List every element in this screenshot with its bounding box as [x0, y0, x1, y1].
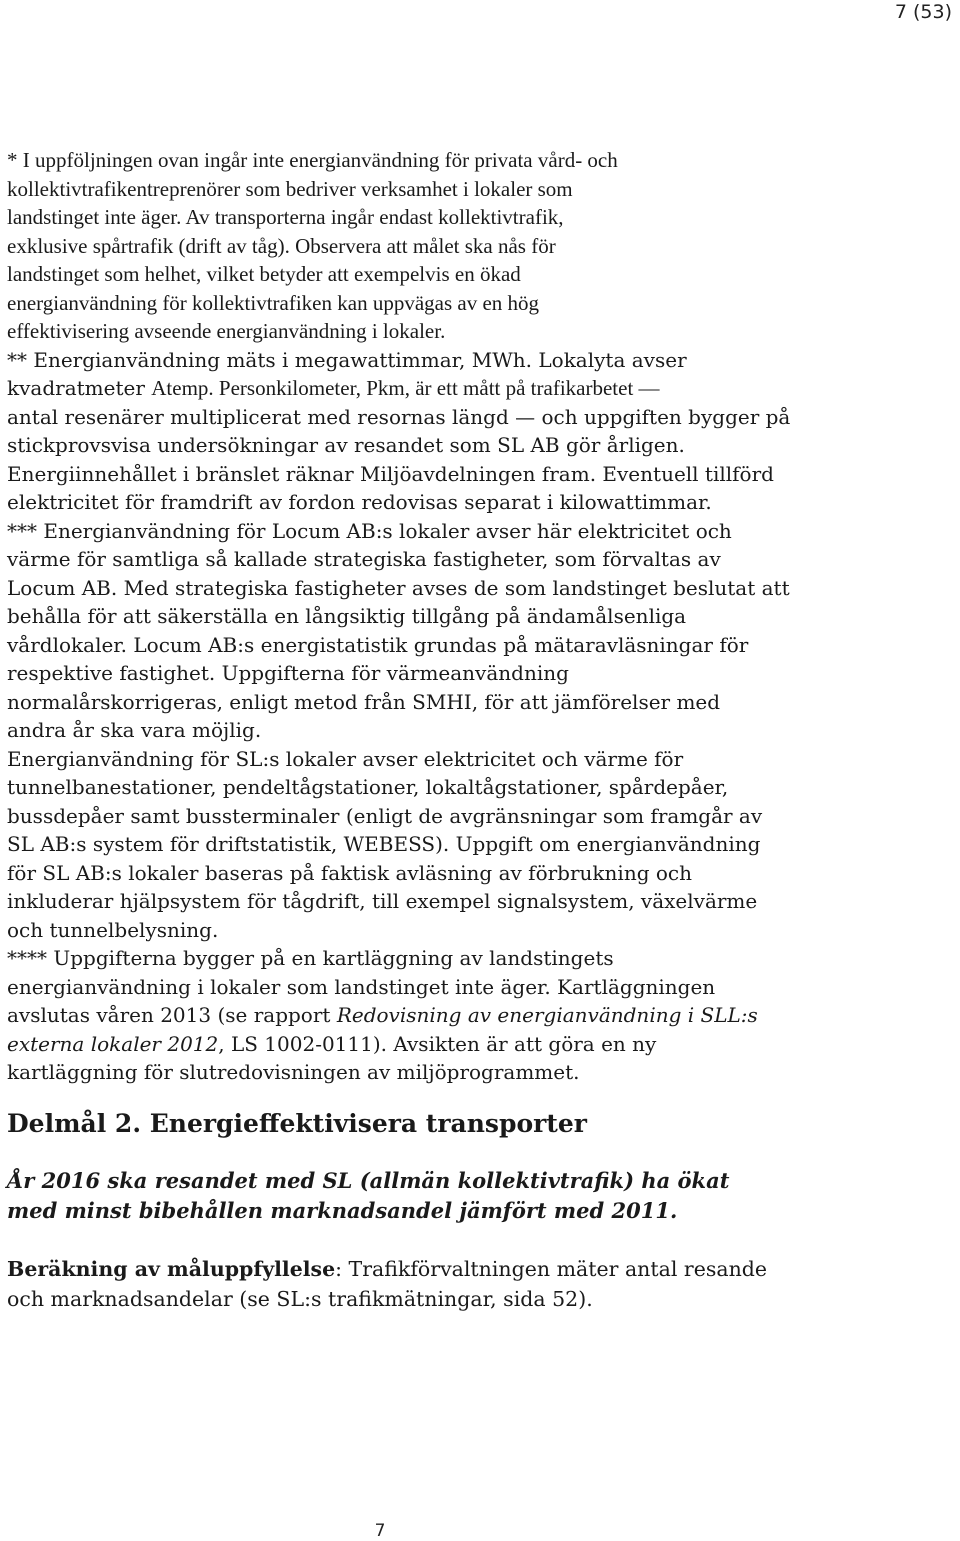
text-line: landstinget som helhet, vilket betyder att exempelvis en ökad	[7, 262, 521, 286]
text-fragment: , LS 1002-0111). Avsikten är att göra en ny	[218, 1031, 657, 1056]
page-indicator: 7 (53)	[894, 1, 952, 23]
calc-text: : Trafikförvaltningen mäter antal resande	[335, 1257, 768, 1281]
footnotes-block	[7, 146, 955, 1087]
text-line: effektivisering avseende energianvändning i lokaler.	[7, 319, 446, 343]
text-line: exklusive spårtrafik (drift av tåg). Observera att målet ska nås för	[7, 233, 556, 258]
text-line	[7, 1001, 955, 1030]
text-line	[7, 374, 955, 403]
text-line: behålla för att säkerställa en långsiktig tillgång på ändamålsenliga	[7, 604, 687, 628]
section-heading: Delmål 2. Energieffektivisera transporter	[7, 1109, 587, 1138]
text-line: SL AB:s system för driftstatistik, WEBESS). Uppgift om energianvändning	[7, 832, 761, 856]
page-number: 7	[374, 1521, 386, 1541]
text-line: * I uppföljningen ovan ingår inte energianvändning för privata vård- och	[7, 148, 618, 172]
calc-label: Beräkning av måluppfyllelse	[7, 1257, 336, 1281]
text-line: kollektivtrafikentreprenörer som bedriver verksamhet i lokaler som	[7, 176, 573, 201]
text-line: energianvändning för kollektivtrafiken kan uppvägas av en hög	[7, 290, 540, 315]
text-line: elektricitet för framdrift av fordon redovisas separat i kilowattimmar.	[7, 490, 712, 514]
text-line: inkluderar hjälpsystem för tågdrift, till exempel signalsystem, växelvärme	[7, 889, 758, 913]
text-line: vårdlokaler. Locum AB:s energistatistik grundas på mätaravläsningar för	[7, 632, 749, 657]
report-title: Redovisning av energianvändning i SLL:s	[336, 1003, 758, 1027]
atemp-term: Atemp	[151, 376, 209, 400]
text-line: tunnelbanestationer, pendeltågstationer, lokaltågstationer, spårdepåer,	[7, 775, 729, 799]
text-line: värme för samtliga så kallade strategiska fastigheter, som förvaltas av	[7, 547, 721, 571]
calc-line	[7, 1254, 767, 1284]
text-line	[7, 1030, 955, 1059]
text-line: kartläggning för slutredovisningen av miljöprogrammet.	[7, 1060, 580, 1084]
footnote-paragraph	[7, 146, 955, 1087]
text-line: antal resenärer multiplicerat med resornas längd — och uppgiften bygger på	[7, 404, 791, 429]
calc-line: och marknadsandelar (se SL:s trafikmätningar, sida 52).	[7, 1287, 593, 1311]
text-line: landstinget inte äger. Av transporterna ingår endast kollektivtrafik,	[7, 205, 564, 229]
text-line: Energiinnehållet i bränslet räknar Miljöavdelningen fram. Eventuell tillförd	[7, 461, 774, 486]
text-line: **** Uppgifterna bygger på en kartläggning av landstingets	[7, 946, 614, 970]
text-line: för SL AB:s lokaler baseras på faktisk avläsning av förbrukning och	[7, 860, 692, 885]
text-line: andra år ska vara möjlig.	[7, 718, 262, 742]
text-fragment: kvadratmeter	[7, 376, 152, 400]
text-line: bussdepåer samt bussterminaler (enligt de avgränsningar som framgår av	[7, 803, 763, 828]
text-line: stickprovsvisa undersökningar av resandet som SL AB gör årligen.	[7, 433, 685, 457]
text-fragment: avslutas våren 2013 (se rapport	[7, 1003, 337, 1027]
text-line: Locum AB. Med strategiska fastigheter avses de som landstinget beslutat att	[7, 575, 790, 600]
text-line: ** Energianvändning mäts i megawattimmar, MWh. Lokalyta avser	[7, 347, 687, 372]
text-line: respektive fastighet. Uppgifterna för värmeanvändning	[7, 661, 569, 685]
text-line: *** Energianvändning för Locum AB:s lokaler avser här elektricitet och	[7, 518, 732, 543]
text-line: Energianvändning för SL:s lokaler avser elektricitet och värme för	[7, 746, 684, 771]
goal-line: med minst bibehållen marknadsandel jämfört med 2011.	[7, 1198, 678, 1223]
goal-line: År 2016 ska resandet med SL (allmän kollektivtrafik) ha ökat	[7, 1168, 730, 1193]
text-line: och tunnelbelysning.	[7, 917, 219, 942]
text-line: normalårskorrigeras, enligt metod från SMHI, för att jämförelser med	[7, 689, 721, 714]
goal-statement	[7, 1166, 729, 1226]
text-fragment: . Personkilometer, Pkm, är ett mått på trafikarbetet —	[208, 376, 660, 400]
calculation-paragraph	[7, 1254, 767, 1314]
report-title-cont: externa lokaler 2012	[7, 1031, 219, 1056]
text-line: energianvändning i lokaler som landstinget inte äger. Kartläggningen	[7, 974, 716, 999]
